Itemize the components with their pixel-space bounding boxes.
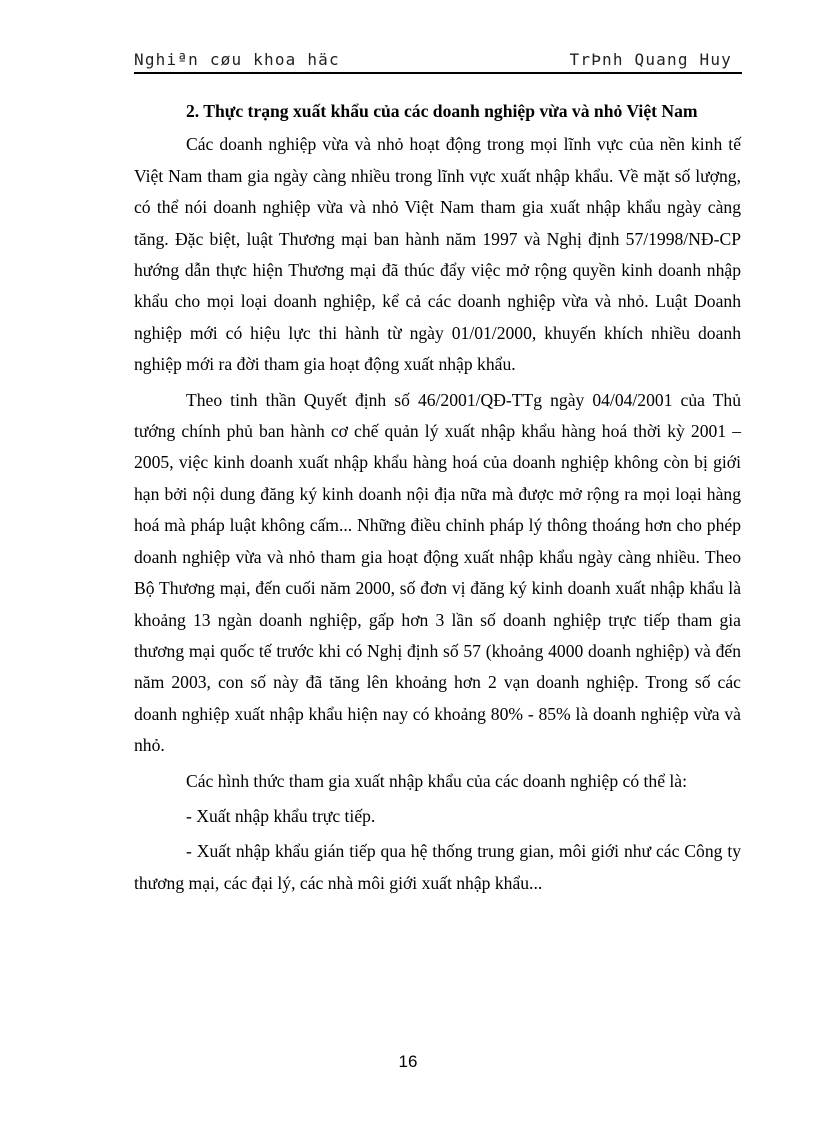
page-body <box>134 96 741 903</box>
page-number: 16 <box>398 1052 418 1071</box>
paragraph-3: Các hình thức tham gia xuất nhập khẩu của các doanh nghiệp có thể là: <box>186 770 688 791</box>
header-left-text: Nghiªn cøu khoa häc <box>134 50 340 69</box>
section-heading: 2. Thực trạng xuất khẩu của các doanh nghiệp vừa và nhỏ Việt Nam <box>186 101 698 121</box>
list-item-direct-export: - Xuất nhập khẩu trực tiếp. <box>186 805 376 826</box>
header-right-text: TrÞnh Quang Huy <box>569 50 732 69</box>
paragraph-2: Theo tinh thần Quyết định số 46/2001/QĐ-TTg ngày 04/04/2001 của Thủ tướng chính phủ ban hành cơ chế quản lý xuất nhập khẩu hàng hoá thời kỳ 2001 – 2005, việc kinh doanh xuất nhập khẩu hàng hoá của doanh nghiệp không còn bị giới hạn bởi nội dung đăng ký kinh doanh nội địa nữa mà được mở rộng ra mọi loại hàng hoá mà pháp luật không cấm... Những điều chỉnh pháp lý thông thoáng hơn cho phép doanh nghiệp vừa và nhỏ tham gia hoạt động xuất nhập khẩu ngày càng nhiều. Theo Bộ Thương mại, đến cuối năm 2000, số đơn vị đăng ký kinh doanh xuất nhập khẩu là khoảng 13 ngàn doanh nghiệp, gấp hơn 3 lần số doanh nghiệp trực tiếp tham gia thương mại quốc tế trước khi có Nghị định số 57 (khoảng 4000 doanh nghiệp) và đến năm 2003, con số này đã tăng lên khoảng hơn 2 vạn doanh nghiệp. Trong số các doanh nghiệp xuất nhập khẩu hiện nay có khoảng 80% - 85% là doanh nghiệp vừa và nhỏ. <box>134 389 741 756</box>
paragraph-1: Các doanh nghiệp vừa và nhỏ hoạt động trong mọi lĩnh vực của nền kinh tế Việt Nam tham gia ngày càng nhiều trong lĩnh vực xuất nhập khẩu. Về mặt số lượng, có thể nói doanh nghiệp vừa và nhỏ Việt Nam tham gia xuất nhập khẩu ngày càng tăng. Đặc biệt, luật Thương mại ban hành năm 1997 và Nghị định 57/1998/NĐ-CP hướng dẫn thực hiện Thương mại đã thúc đẩy việc mở rộng quyền kinh doanh nhập khẩu cho mọi loại doanh nghiệp, kể cả các doanh nghiệp vừa và nhỏ. Luật Doanh nghiệp mới có hiệu lực thi hành từ ngày 01/01/2000, khuyến khích nhiều doanh nghiệp mới ra đời tham gia hoạt động xuất nhập khẩu. <box>134 134 741 375</box>
list-item-indirect-export: - Xuất nhập khẩu gián tiếp qua hệ thống trung gian, môi giới như các Công ty thương mại, các đại lý, các nhà môi giới xuất nhập khẩu... <box>134 841 741 893</box>
page-header <box>134 48 742 74</box>
